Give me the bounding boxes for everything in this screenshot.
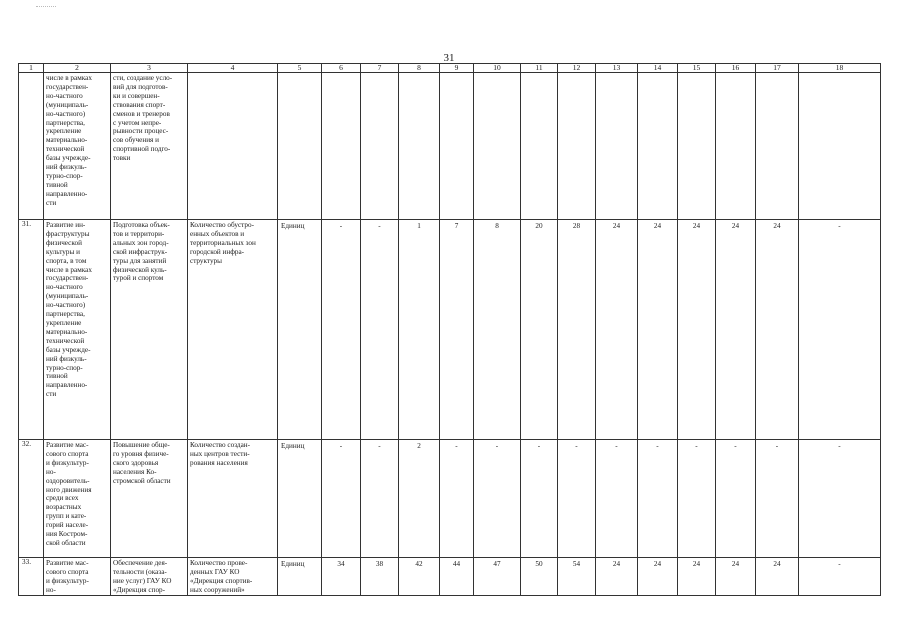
value-cell: - — [799, 440, 881, 558]
value-cell: - — [799, 220, 881, 440]
value-cell: - — [558, 440, 596, 558]
value-cell: - — [440, 440, 474, 558]
indicator-cell: Количество обустро- енных объектов и территориальных зон городской инфра- структуры — [188, 220, 278, 440]
direction-cell: числе в рамках государствен- но-частного (муниципаль- но-частного) партнерства, укрепление материально- технической базы учрежде- ний физкуль- турно-спор- тивной направленно- сти — [44, 73, 111, 220]
value-cell: 1 — [399, 220, 440, 440]
unit-cell: Единиц — [278, 440, 322, 558]
value-cell: - — [716, 440, 756, 558]
value-cell: 44 — [440, 558, 474, 596]
column-number-cell: 16 — [716, 64, 756, 73]
column-number-cell: 1 — [19, 64, 44, 73]
table-row — [19, 440, 881, 558]
task-cell: Обеспечение дея- тельности (оказа- ние услуг) ГАУ КО «Дирекция спор- — [111, 558, 188, 596]
value-cell: - — [361, 440, 399, 558]
column-number-cell: 13 — [596, 64, 638, 73]
value-cell: 24 — [638, 558, 678, 596]
indicator-cell: Количество прове- денных ГАУ КО «Дирекция спортив- ных сооружений» — [188, 558, 278, 596]
column-number-cell: 9 — [440, 64, 474, 73]
unit-cell: Единиц — [278, 558, 322, 596]
unit-cell — [278, 73, 322, 220]
value-cell: 24 — [756, 220, 799, 440]
value-cell: 8 — [474, 220, 521, 440]
column-number-cell: 15 — [678, 64, 716, 73]
value-cell — [361, 73, 399, 220]
value-cell: 38 — [361, 558, 399, 596]
value-cell: 24 — [596, 220, 638, 440]
value-cell — [596, 73, 638, 220]
unit-cell: Единиц — [278, 220, 322, 440]
column-number-row — [19, 64, 881, 73]
row-number-cell: 33. — [19, 558, 44, 596]
value-cell: 24 — [596, 558, 638, 596]
value-cell: 24 — [716, 558, 756, 596]
value-cell: 24 — [716, 220, 756, 440]
value-cell — [638, 73, 678, 220]
direction-cell: Развитие мас- сового спорта и физкультур- но- — [44, 558, 111, 596]
column-number-cell: 5 — [278, 64, 322, 73]
indicator-table — [18, 63, 881, 596]
value-cell: 24 — [638, 220, 678, 440]
scan-mark — [36, 6, 56, 11]
value-cell: 34 — [322, 558, 361, 596]
direction-cell: Развитие ин- фраструктуры физической культуры и спорта, в том числе в рамках государствен- но-частного (муниципаль- но-частного) партнерства, укрепление материально- технической базы учрежде- ний физкуль- турно-спор- тивной направленно- сти — [44, 220, 111, 440]
value-cell — [474, 73, 521, 220]
value-cell: - — [521, 440, 558, 558]
table-row — [19, 558, 881, 596]
column-number-cell: 4 — [188, 64, 278, 73]
value-cell: 54 — [558, 558, 596, 596]
row-number-cell: 32. — [19, 440, 44, 558]
row-number-cell — [19, 73, 44, 220]
task-cell: Подготовка объек- тов и территори- альных зон город- ской инфраструк- туры для занятий физической куль- турой и спортом — [111, 220, 188, 440]
task-cell: Повышение обще- го уровня физиче- ского здоровья населения Ко- стромской области — [111, 440, 188, 558]
value-cell: - — [474, 440, 521, 558]
value-cell — [521, 73, 558, 220]
value-cell — [678, 73, 716, 220]
value-cell — [399, 73, 440, 220]
value-cell: - — [322, 440, 361, 558]
value-cell — [716, 73, 756, 220]
value-cell: 50 — [521, 558, 558, 596]
value-cell: - — [322, 220, 361, 440]
column-number-cell: 10 — [474, 64, 521, 73]
column-number-cell: 11 — [521, 64, 558, 73]
value-cell: 2 — [399, 440, 440, 558]
value-cell: 47 — [474, 558, 521, 596]
direction-cell: Развитие мас- сового спорта и физкультур- но- оздоровитель- ного движения среди всех возрастных групп и кате- горий населе- ния Костром- ской области — [44, 440, 111, 558]
value-cell — [440, 73, 474, 220]
value-cell: 42 — [399, 558, 440, 596]
value-cell — [799, 73, 881, 220]
table-row — [19, 220, 881, 440]
value-cell: 20 — [521, 220, 558, 440]
value-cell — [322, 73, 361, 220]
column-number-cell: 8 — [399, 64, 440, 73]
page-number: 31 — [443, 52, 455, 64]
indicator-cell: Количество создан- ных центров тести- рования населения — [188, 440, 278, 558]
value-cell: - — [361, 220, 399, 440]
value-cell: 24 — [678, 220, 716, 440]
value-cell: - — [678, 440, 716, 558]
column-number-cell: 12 — [558, 64, 596, 73]
column-number-cell: 17 — [756, 64, 799, 73]
column-number-cell: 18 — [799, 64, 881, 73]
value-cell — [558, 73, 596, 220]
value-cell: - — [596, 440, 638, 558]
column-number-cell: 3 — [111, 64, 188, 73]
column-number-cell: 2 — [44, 64, 111, 73]
value-cell: 28 — [558, 220, 596, 440]
value-cell: - — [799, 558, 881, 596]
value-cell: 24 — [678, 558, 716, 596]
indicator-cell — [188, 73, 278, 220]
value-cell: - — [756, 440, 799, 558]
value-cell — [756, 73, 799, 220]
column-number-cell: 14 — [638, 64, 678, 73]
value-cell: - — [638, 440, 678, 558]
column-number-cell: 7 — [361, 64, 399, 73]
value-cell: 24 — [756, 558, 799, 596]
task-cell: сти, создание усло- вий для подготов- ки и совершен- ствования спорт- сменов и тренеров с учетом непре- рывности процес- сов обучения и спортивной подго- товки — [111, 73, 188, 220]
column-number-cell: 6 — [322, 64, 361, 73]
table-row — [19, 73, 881, 220]
value-cell: 7 — [440, 220, 474, 440]
row-number-cell: 31. — [19, 220, 44, 440]
